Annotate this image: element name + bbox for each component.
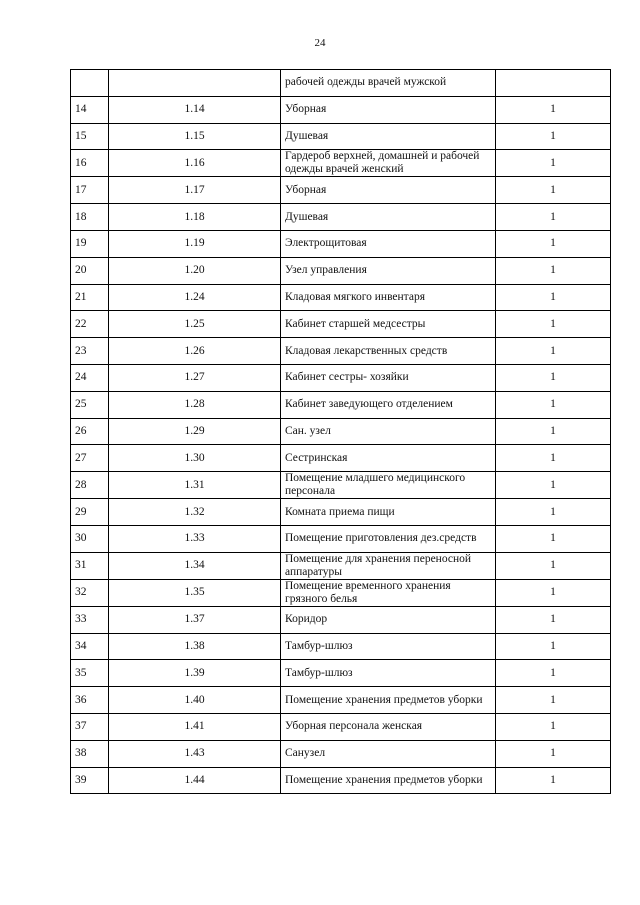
quantity-cell: 1 [496,579,611,606]
row-number-cell: 26 [71,418,109,445]
quantity-cell: 1 [496,123,611,150]
quantity-cell: 1 [496,740,611,767]
room-name-cell: Кабинет старшей медсестры [281,311,496,338]
room-name-cell: Помещение младшего медицинского персонала [281,472,496,499]
quantity-cell: 1 [496,150,611,177]
quantity-cell: 1 [496,606,611,633]
room-code-cell: 1.44 [109,767,281,794]
table-row [71,364,611,391]
room-code-cell: 1.16 [109,150,281,177]
room-name-cell: Сан. узел [281,418,496,445]
page-number: 24 [314,37,326,49]
room-code-cell: 1.32 [109,499,281,526]
quantity-cell: 1 [496,472,611,499]
quantity-cell: 1 [496,177,611,204]
room-name-cell: Кладовая мягкого инвентаря [281,284,496,311]
row-number-cell: 28 [71,472,109,499]
quantity-cell: 1 [496,633,611,660]
row-number-cell: 36 [71,687,109,714]
quantity-cell: 1 [496,96,611,123]
room-code-cell: 1.28 [109,391,281,418]
quantity-cell: 1 [496,284,611,311]
quantity-cell: 1 [496,230,611,257]
room-name-cell: Кабинет заведующего отделением [281,391,496,418]
room-code-cell: 1.43 [109,740,281,767]
table-row [71,767,611,794]
room-code-cell: 1.25 [109,311,281,338]
quantity-cell: 1 [496,204,611,231]
table-row [71,525,611,552]
table-row [71,740,611,767]
row-number-cell: 15 [71,123,109,150]
room-name-cell: Кладовая лекарственных средств [281,338,496,365]
quantity-cell: 1 [496,445,611,472]
room-code-cell: 1.30 [109,445,281,472]
room-code-cell: 1.34 [109,552,281,579]
quantity-cell: 1 [496,713,611,740]
room-name-cell: Комната приема пищи [281,499,496,526]
room-code-cell: 1.29 [109,418,281,445]
quantity-cell: 1 [496,767,611,794]
quantity-cell: 1 [496,364,611,391]
row-number-cell: 35 [71,660,109,687]
quantity-cell: 1 [496,525,611,552]
room-name-cell: Санузел [281,740,496,767]
room-code-cell: 1.18 [109,204,281,231]
row-number-cell: 16 [71,150,109,177]
row-number-cell [71,70,109,97]
quantity-cell: 1 [496,687,611,714]
room-code-cell: 1.24 [109,284,281,311]
room-name-cell: Помещение приготовления дез.средств [281,525,496,552]
room-name-cell: Тамбур-шлюз [281,660,496,687]
table-row [71,472,611,499]
room-code-cell: 1.14 [109,96,281,123]
room-code-cell: 1.39 [109,660,281,687]
quantity-cell [496,70,611,97]
quantity-cell: 1 [496,418,611,445]
row-number-cell: 31 [71,552,109,579]
room-code-cell: 1.38 [109,633,281,660]
table-row [71,230,611,257]
room-code-cell [109,70,281,97]
row-number-cell: 23 [71,338,109,365]
table-row [71,96,611,123]
table-row [71,338,611,365]
table-row-continuation [71,70,611,97]
row-number-cell: 18 [71,204,109,231]
room-code-cell: 1.26 [109,338,281,365]
row-number-cell: 25 [71,391,109,418]
row-number-cell: 21 [71,284,109,311]
room-code-cell: 1.33 [109,525,281,552]
table-row [71,391,611,418]
table-row [71,660,611,687]
row-number-cell: 29 [71,499,109,526]
room-name-cell: Электрощитовая [281,230,496,257]
room-name-cell: Коридор [281,606,496,633]
room-name-cell: Помещение временного хранения грязного белья [281,579,496,606]
room-name-cell: Уборная персонала женская [281,713,496,740]
row-number-cell: 34 [71,633,109,660]
table-row [71,257,611,284]
row-number-cell: 30 [71,525,109,552]
table-row [71,552,611,579]
quantity-cell: 1 [496,499,611,526]
table-row [71,418,611,445]
row-number-cell: 32 [71,579,109,606]
room-code-cell: 1.31 [109,472,281,499]
room-code-cell: 1.41 [109,713,281,740]
table-row [71,633,611,660]
room-name-cell: Душевая [281,204,496,231]
row-number-cell: 27 [71,445,109,472]
table-row [71,606,611,633]
room-code-cell: 1.27 [109,364,281,391]
table-row [71,713,611,740]
row-number-cell: 22 [71,311,109,338]
table-row [71,499,611,526]
row-number-cell: 20 [71,257,109,284]
table-row [71,150,611,177]
room-code-cell: 1.35 [109,579,281,606]
rooms-table-body [71,70,611,794]
table-row [71,204,611,231]
quantity-cell: 1 [496,391,611,418]
room-name-cell: Помещение для хранения переносной аппаратуры [281,552,496,579]
row-number-cell: 19 [71,230,109,257]
row-number-cell: 38 [71,740,109,767]
row-number-cell: 37 [71,713,109,740]
room-name-cell: Сестринская [281,445,496,472]
table-row [71,579,611,606]
quantity-cell: 1 [496,338,611,365]
table-row [71,445,611,472]
row-number-cell: 17 [71,177,109,204]
table-row [71,284,611,311]
table-row [71,687,611,714]
room-code-cell: 1.20 [109,257,281,284]
row-number-cell: 24 [71,364,109,391]
quantity-cell: 1 [496,552,611,579]
row-number-cell: 14 [71,96,109,123]
room-code-cell: 1.40 [109,687,281,714]
row-number-cell: 33 [71,606,109,633]
quantity-cell: 1 [496,257,611,284]
rooms-table [70,69,611,794]
table-row [71,311,611,338]
room-name-cell: Тамбур-шлюз [281,633,496,660]
table-row [71,177,611,204]
quantity-cell: 1 [496,311,611,338]
room-name-cell: Помещение хранения предметов уборки [281,687,496,714]
room-code-cell: 1.17 [109,177,281,204]
room-name-cell: Узел управления [281,257,496,284]
room-name-cell: Кабинет сестры- хозяйки [281,364,496,391]
room-name-cell: Уборная [281,96,496,123]
room-name-cell: Уборная [281,177,496,204]
room-code-cell: 1.37 [109,606,281,633]
room-name-cell: рабочей одежды врачей мужской [281,70,496,97]
room-code-cell: 1.15 [109,123,281,150]
row-number-cell: 39 [71,767,109,794]
room-name-cell: Помещение хранения предметов уборки [281,767,496,794]
quantity-cell: 1 [496,660,611,687]
table-row [71,123,611,150]
room-name-cell: Душевая [281,123,496,150]
room-name-cell: Гардероб верхней, домашней и рабочей одежды врачей женский [281,150,496,177]
room-code-cell: 1.19 [109,230,281,257]
